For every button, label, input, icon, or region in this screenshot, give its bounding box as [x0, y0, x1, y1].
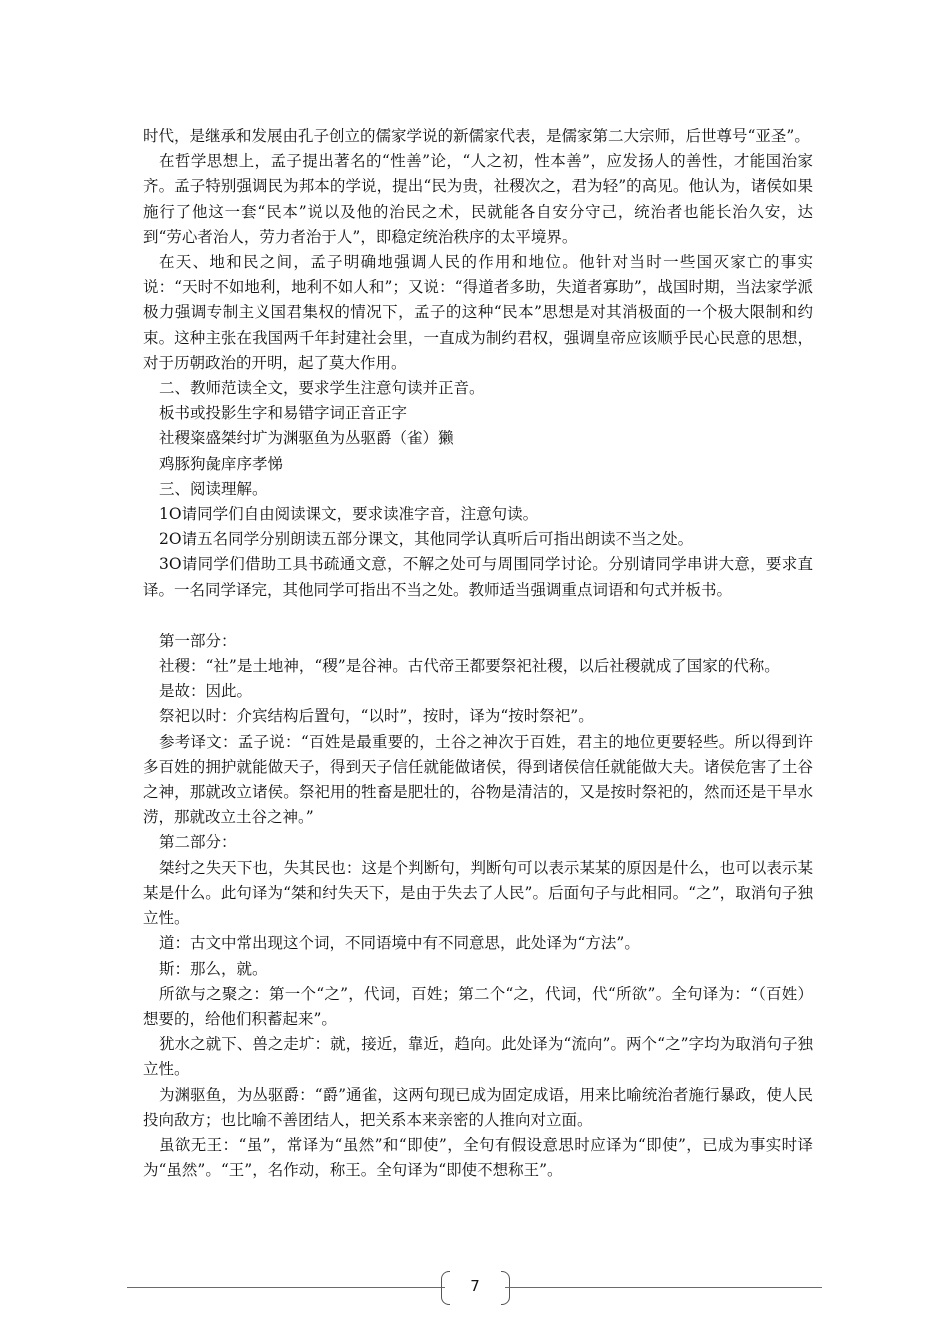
paragraph: 鸡豚狗彘庠序孝悌	[159, 454, 284, 473]
left-brace-icon	[441, 1271, 450, 1305]
blank-line	[143, 603, 813, 629]
paragraph: 板书或投影生字和易错字词正音正字	[159, 404, 408, 423]
paragraph: 社稷：“社”是土地神，“稷”是谷神。古代帝王都要祭祀社稷，以后社稷就成了国家的代称。	[159, 657, 780, 676]
paragraph: 1O请同学们自由阅读课文，要求读准字音，注意句读。	[159, 505, 539, 524]
paragraph: 在天、地和民之间，孟子明确地强调人民的作用和地位。他针对当时一些国灭家亡的事实说：“天时不如地利，地利不如人和”；又说：“得道者多助，失道者寡助”，战国时期，当法家学派极力强调专制主义国君集权的情况下，孟子的这种“民本”思想是对其消极面的一个极大限制和约束。这种主张在我国两千年封建社会里，一直成为制约君权，强调皇帝应该顺乎民心民意的思想，对于历朝政治的开明，起了莫大作用。	[143, 253, 813, 372]
paragraph: 社稷粢盛桀纣圹为渊驱鱼为丛驱爵（雀）獭	[159, 429, 454, 448]
paragraph: 斯：那么，就。	[159, 959, 268, 978]
paragraph: 第二部分：	[159, 833, 237, 852]
paragraph: 桀纣之失天下也，失其民也：这是个判断句，判断句可以表示某某的原因是什么，也可以表示某某是什么。此句译为“桀和纣失天下，是由于失去了人民”。后面句子与此相同。“之”，取消句子独立性。	[143, 858, 813, 928]
body-text	[143, 124, 813, 1183]
paragraph: 第一部分：	[159, 631, 237, 650]
paragraph: 道：古文中常出现这个词，不同语境中有不同意思，此处译为“方法”。	[159, 934, 640, 953]
paragraph: 3O请同学们借助工具书疏通文意，不解之处可与周围同学讨论。分别请同学串讲大意，要求直译。一名同学译完，其他同学可指出不当之处。教师适当强调重点词语和句式并板书。	[143, 555, 813, 599]
footer-rule-left	[127, 1287, 445, 1288]
paragraph: 犹水之就下、兽之走圹：就，接近，靠近，趋向。此处译为“流向”。两个“之”字均为取消句子独立性。	[143, 1035, 813, 1079]
paragraph: 虽欲无王：“虽”，常译为“虽然”和“即使”，全句有假设意思时应译为“即使”，已成为事实时译为“虽然”。“王”，名作动，称王。全句译为“即使不想称王”。	[143, 1135, 813, 1180]
paragraph: 时代，是继承和发展由孔子创立的儒家学说的新儒家代表，是儒家第二大宗师，后世尊号“亚圣”。	[143, 127, 810, 145]
right-brace-icon	[501, 1271, 510, 1305]
paragraph: 祭祀以时：介宾结构后置句，“以时”，按时，译为“按时祭祀”。	[159, 707, 594, 726]
paragraph: 在哲学思想上，孟子提出著名的“性善”论，“人之初，性本善”，应发扬人的善性，才能国治家齐。孟子特别强调民为邦本的学说，提出“民为贵，社稷次之，君为轻”的高见。他认为，诸侯如果施行了他这一套“民本”说以及他的治民之术，民就能各自安分守己，统治者也能长治久安，达到“劳心者治人，劳力者治于人”，即稳定统治秩序的太平境界。	[143, 152, 813, 246]
paragraph: 二、教师范读全文，要求学生注意句读并正音。	[159, 379, 485, 398]
paragraph: 2O请五名同学分别朗读五部分课文，其他同学认真听后可指出朗读不当之处。	[159, 530, 694, 549]
footer-rule-right	[505, 1287, 822, 1288]
paragraph: 为渊驱鱼，为丛驱爵：“爵”通雀，这两句现已成为固定成语，用来比喻统治者施行暴政，使人民投向敌方；也比喻不善团结人，把关系本来亲密的人推向对立面。	[143, 1085, 813, 1129]
paragraph: 三、阅读理解。	[159, 479, 268, 498]
paragraph: 参考译文：孟子说：“百姓是最重要的，土谷之神次于百姓，君主的地位更要轻些。所以得到许多百姓的拥护就能做天子，得到天子信任就能做诸侯，得到诸侯信任就能做大夫。诸侯危害了土谷之神，那就改立诸侯。祭祀用的牲畜是肥壮的，谷物是清洁的，又是按时祭祀的，然而还是干旱水涝，那就改立土谷之神。”	[143, 732, 813, 827]
paragraph: 所欲与之聚之：第一个“之”，代词，百姓；第二个“之，代词，代“所欲”。全句译为：“（百姓）想要的，给他们积蓄起来”。	[143, 984, 813, 1028]
page-number: 7	[470, 1277, 480, 1295]
paragraph: 是故：因此。	[159, 682, 253, 701]
